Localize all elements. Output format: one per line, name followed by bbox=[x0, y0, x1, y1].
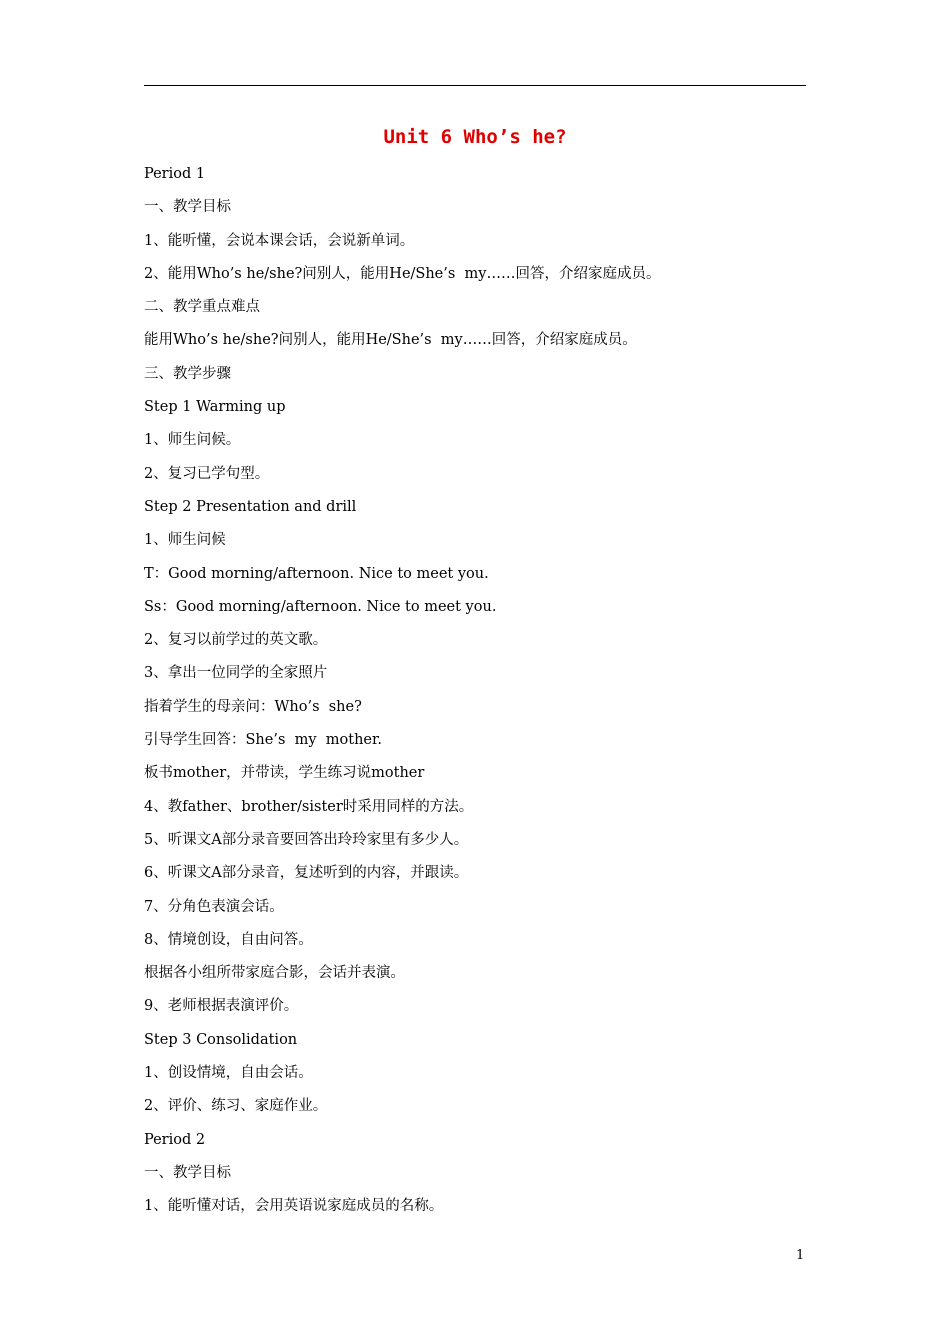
document-body bbox=[144, 158, 806, 1224]
dialogue-line: Ss：Good morning/afternoon. Nice to meet you. bbox=[144, 598, 497, 615]
section-heading: 二、教学重点难点 bbox=[144, 299, 260, 316]
section-heading: 一、教学目标 bbox=[144, 199, 231, 216]
page-number: 1 bbox=[796, 1248, 805, 1263]
body-line: 引导学生回答：She’s my mother. bbox=[144, 732, 382, 749]
body-line: 根据各小组所带家庭合影，会话并表演。 bbox=[144, 965, 405, 982]
body-line: 2、复习已学句型。 bbox=[144, 465, 270, 482]
dialogue-line: T：Good morning/afternoon. Nice to meet you. bbox=[144, 565, 489, 582]
body-line: 1、能听懂对话，会用英语说家庭成员的名称。 bbox=[144, 1198, 444, 1215]
body-line: 2、复习以前学过的英文歌。 bbox=[144, 632, 328, 649]
section-heading: 三、教学步骤 bbox=[144, 365, 231, 382]
body-line: 1、能听懂，会说本课会话，会说新单词。 bbox=[144, 232, 415, 249]
header-rule bbox=[144, 85, 806, 86]
body-line: 9、老师根据表演评价。 bbox=[144, 998, 299, 1015]
document-title: Unit 6 Who’s he? bbox=[383, 126, 567, 148]
period-heading: Period 1 bbox=[144, 166, 206, 182]
body-line: 能用Who’s he/she?问别人，能用He/She’s my……回答，介绍家庭成员。 bbox=[144, 332, 637, 349]
body-line: 指着学生的母亲问：Who’s she? bbox=[144, 698, 362, 715]
period-heading: Period 2 bbox=[144, 1131, 206, 1148]
body-line: 1、师生问候。 bbox=[144, 432, 241, 449]
body-line: 6、听课文A部分录音，复述听到的内容，并跟读。 bbox=[144, 865, 469, 882]
step-heading: Step 3 Consolidation bbox=[144, 1031, 298, 1048]
body-line: 5、听课文A部分录音要回答出玲玲家里有多少人。 bbox=[144, 831, 469, 848]
body-line: 2、能用Who’s he/she?问别人，能用He/She’s my……回答，介绍家庭成员。 bbox=[144, 265, 661, 282]
section-heading: 一、教学目标 bbox=[144, 1164, 231, 1181]
body-line: 板书mother，并带读，学生练习说mother bbox=[144, 765, 425, 782]
body-line: 3、拿出一位同学的全家照片 bbox=[144, 665, 328, 682]
body-line: 7、分角色表演会话。 bbox=[144, 898, 284, 915]
body-line: 2、评价、练习、家庭作业。 bbox=[144, 1098, 328, 1115]
body-line: 8、情境创设，自由问答。 bbox=[144, 931, 313, 948]
step-heading: Step 1 Warming up bbox=[144, 399, 286, 416]
body-line: 1、师生问候 bbox=[144, 532, 226, 549]
body-line: 4、教father、brother/sister时采用同样的方法。 bbox=[144, 798, 474, 815]
body-line: 1、创设情境，自由会话。 bbox=[144, 1065, 313, 1082]
step-heading: Step 2 Presentation and drill bbox=[144, 498, 357, 515]
